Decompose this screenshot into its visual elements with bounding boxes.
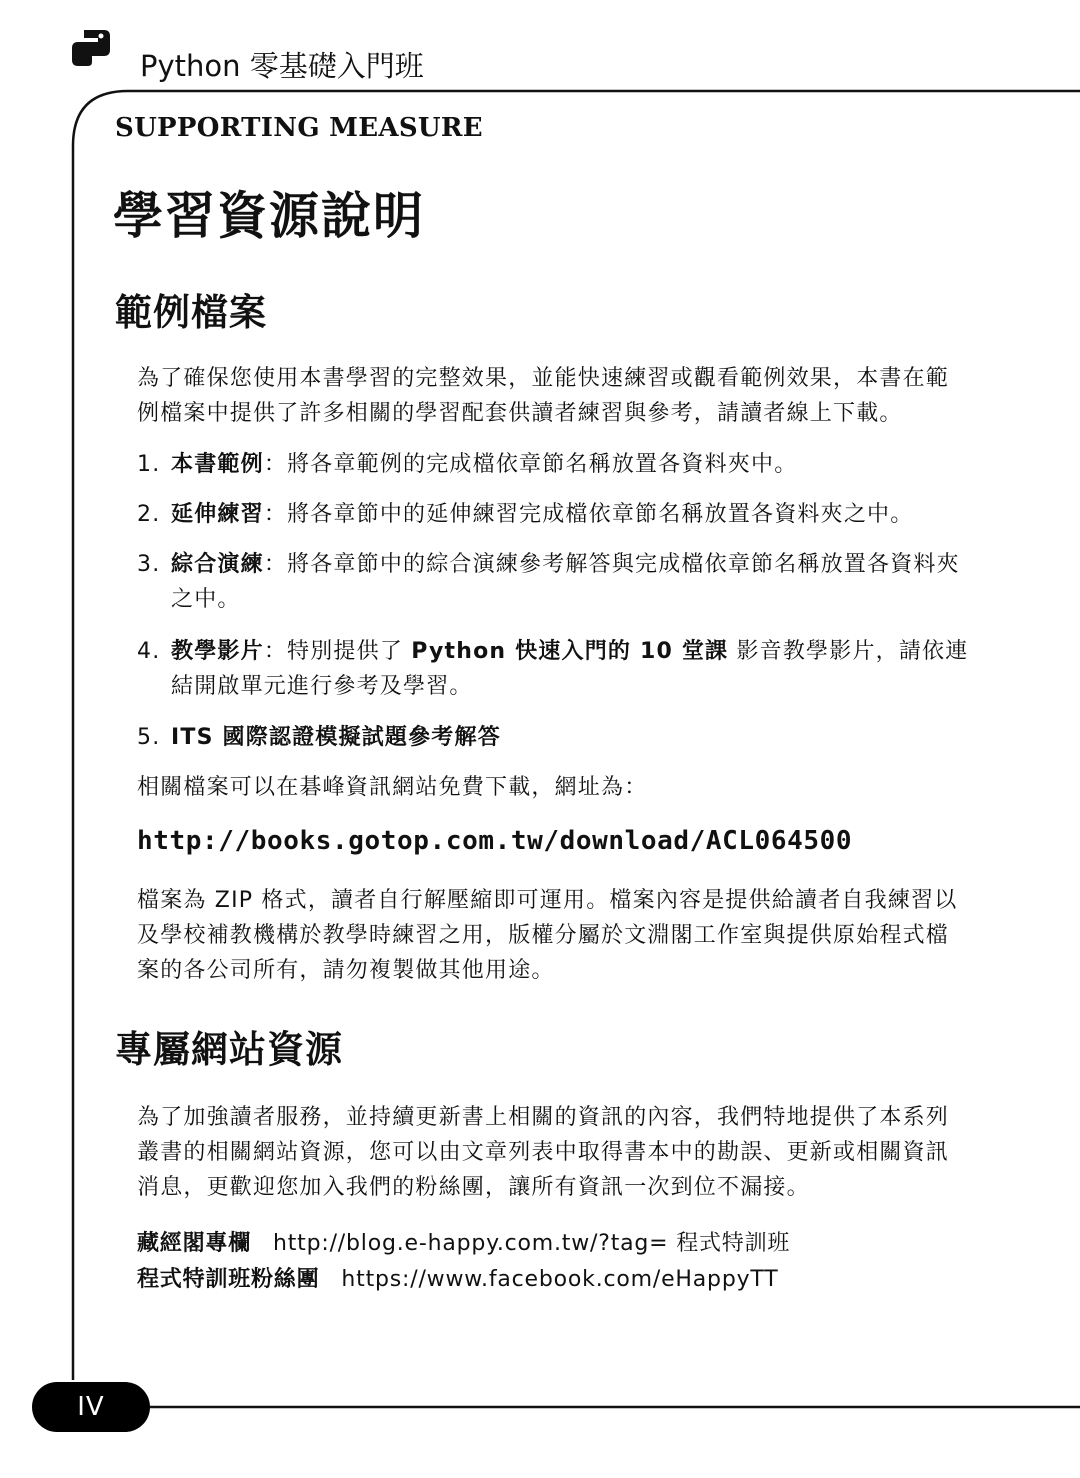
list-item	[137, 547, 972, 617]
list-item-text: ：將各章節中的綜合演練參考解答與完成檔依章節名稱放置各資料夾之中。	[171, 552, 960, 612]
download-url-link[interactable]: http://books.gotop.com.tw/download/ACL064500	[137, 826, 853, 856]
header-title: Python 零基礎入門班	[140, 49, 424, 83]
page-number: IV	[32, 1382, 150, 1432]
list-item	[137, 720, 972, 755]
list-number: 1.	[137, 452, 161, 477]
list-number: 5.	[137, 725, 161, 750]
section1-intro: 為了確保您使用本書學習的完整效果，並能快速練習或觀看範例效果，本書在範例檔案中提供了許多相關的學習配套供讀者練習與參考，請讀者線上下載。	[137, 366, 950, 426]
course-name: Python 快速入門的 10 堂課	[411, 639, 729, 664]
list-item-label: 綜合演練	[171, 552, 264, 577]
page-title: 學習資源說明	[113, 186, 425, 245]
list-item	[137, 634, 972, 704]
list-item-text: ：將各章範例的完成檔依章節名稱放置各資料夾中。	[263, 452, 798, 477]
list-number: 2.	[137, 502, 161, 527]
list-item-text: ：特別提供了	[263, 639, 412, 664]
list-item-label: ITS 國際認證模擬試題參考解答	[171, 725, 501, 750]
list-number: 3.	[137, 552, 161, 577]
download-text: 相關檔案可以在碁峰資訊網站免費下載，網址為：	[137, 775, 648, 800]
list-number: 4.	[137, 639, 161, 664]
facebook-link[interactable]: https://www.facebook.com/eHappyTT	[341, 1267, 779, 1292]
link-label: 程式特訓班粉絲團	[137, 1267, 320, 1292]
link-row-facebook	[137, 1262, 779, 1293]
list-item	[137, 447, 972, 482]
blog-link[interactable]: http://blog.e-happy.com.tw/?tag= 程式特訓班	[273, 1231, 791, 1256]
list-item-label: 延伸練習	[171, 502, 264, 527]
link-label: 藏經閣專欄	[137, 1231, 252, 1256]
section2-intro: 為了加強讀者服務，並持續更新書上相關的資訊的內容，我們特地提供了本系列叢書的相關網站資源，您可以由文章列表中取得書本中的勘誤、更新或相關資訊消息，更歡迎您加入我們的粉絲團，讓所有資訊一次到位不漏接。	[137, 1105, 950, 1200]
section-heading-example-files: 範例檔案	[115, 291, 267, 334]
file-format-note: 檔案為 ZIP 格式，讀者自行解壓縮即可運用。檔案內容是提供給讀者自我練習以及學校補教機構於教學時練習之用，版權分屬於文淵閣工作室與提供原始程式檔案的各公司所有，請勿複製做其他用途。	[137, 888, 958, 983]
list-item-text: 影音教學影片，請依連結開啟單元進行參考及學習。	[171, 639, 969, 699]
list-item-label: 教學影片	[171, 639, 264, 664]
section-heading-website-resources: 專屬網站資源	[115, 1028, 343, 1071]
list-item	[137, 497, 972, 532]
eyebrow-label: SUPPORTING MEASURE	[115, 113, 483, 143]
link-row-blog	[137, 1226, 790, 1257]
list-item-text: ：將各章節中的延伸練習完成檔依章節名稱放置各資料夾之中。	[263, 502, 914, 527]
list-item-label: 本書範例	[171, 452, 264, 477]
